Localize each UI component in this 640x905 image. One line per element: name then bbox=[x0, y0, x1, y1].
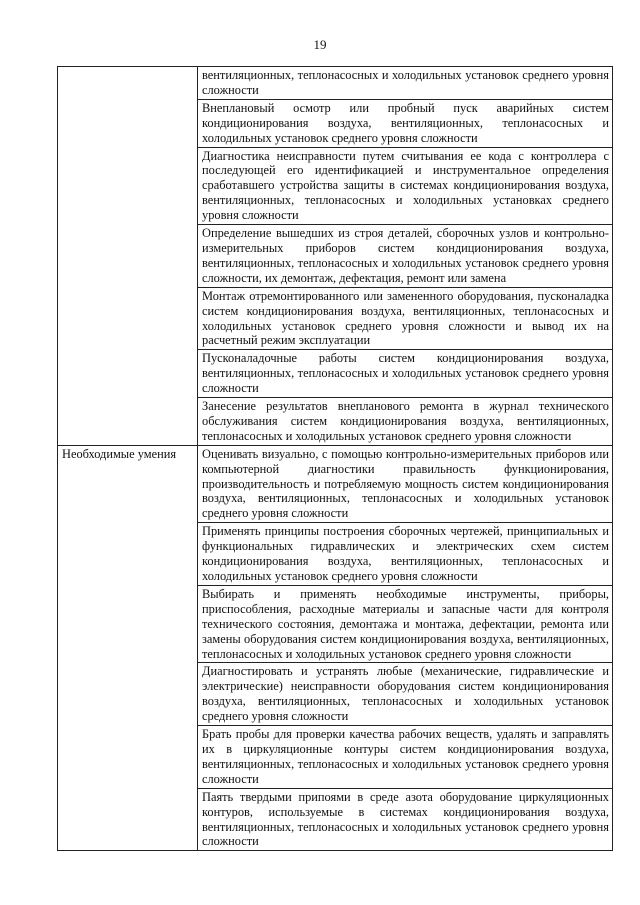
table-row bbox=[58, 67, 613, 100]
table-cell bbox=[198, 147, 613, 225]
cell-text: вентиляционных, теплонасосных и холодильных установок среднего уровня сложности bbox=[202, 68, 609, 97]
table-cell bbox=[198, 585, 613, 663]
table-cell bbox=[198, 663, 613, 726]
cell-text: Пусконаладочные работы систем кондиционирования воздуха, вентиляционных, теплонасосных и холодильных установок среднего уровня сложности bbox=[202, 351, 609, 396]
cell-text: Внеплановый осмотр или пробный пуск аварийных систем кондиционирования воздуха, вентиляционных, теплонасосных и холодильных установок среднего уровня сложности bbox=[202, 100, 609, 145]
table-cell bbox=[198, 445, 613, 523]
table-cell bbox=[198, 350, 613, 398]
cell-text: Определение вышедших из строя деталей, сборочных узлов и контрольно-измерительных приборов систем кондиционирования воздуха, вентиляционных, теплонасосных и холодильных установок среднего уровня сложности, их демонтаж, дефектация, ремонт или замена bbox=[202, 226, 609, 285]
cell-text: Занесение результатов внепланового ремонта в журнал технического обслуживания систем кондиционирования воздуха, вентиляционных, теплонасосных и холодильных установок среднего уровня сложности bbox=[202, 399, 609, 443]
table-cell bbox=[198, 225, 613, 288]
table-cell bbox=[198, 788, 613, 851]
cell-text: Выбирать и применять необходимые инструменты, приборы, приспособления, расходные материалы и запасные части для контроля технического состояния, демонтажа и монтажа, дефектации, ремонта или замены оборудования систем кондиционирования воздуха, вентиляционных, теплонасосных и холодильных установок среднего уровня сложности bbox=[202, 586, 609, 661]
table-cell bbox=[198, 99, 613, 147]
page-number: 19 bbox=[313, 37, 327, 52]
cell-text: Брать пробы для проверки качества рабочих веществ, удалять и заправлять их в циркуляционные контуры систем кондиционирования воздуха, вентиляционных, теплонасосных и холодильных установок среднего уровня сложности bbox=[202, 727, 609, 786]
cell-text: Оценивать визуально, с помощью контрольно-измерительных приборов или компьютерной диагностики правильность функционирования, производительность и потребляемую мощность систем кондиционирования воздуха, вентиляционных, теплонасосных и холодильных установок среднего уровня сложности bbox=[202, 446, 609, 521]
table-cell bbox=[198, 523, 613, 586]
cell-text: Диагностика неисправности путем считывания ее кода с контроллера с последующей его идентификацией и инструментальное определения сработавшего устройства защиты в системах кондиционирования воздуха, вентиляционных, теплонасосных и холодильных установках среднего уровня сложности bbox=[202, 148, 609, 223]
cell-text: Применять принципы построения сборочных чертежей, принципиальных и функциональных гидравлических и электрических схем систем кондиционирования воздуха, вентиляционных, теплонасосных и холодильных установок среднего уровня сложности bbox=[202, 524, 609, 583]
table-cell bbox=[198, 67, 613, 100]
table-cell bbox=[198, 287, 613, 350]
competency-table bbox=[57, 66, 613, 851]
table-cell bbox=[198, 398, 613, 446]
cell-text: Диагностировать и устранять любые (механические, гидравлические и электрические) неисправности оборудования систем кондиционирования воздуха, вентиляционных, теплонасосных и холодильных установок среднего уровня сложности bbox=[202, 664, 609, 724]
table-row bbox=[58, 445, 613, 523]
cell-text: Паять твердыми припоями в среде азота оборудование циркуляционных контуров, используемые в системах кондиционирования воздуха, вентиляционных, теплонасосных и холодильных установок среднего уровня сложности bbox=[202, 789, 609, 849]
table-cell bbox=[198, 726, 613, 789]
row-label bbox=[58, 67, 198, 446]
row-label: Необходимые умения bbox=[58, 445, 198, 851]
cell-text: Монтаж отремонтированного или замененного оборудования, пусконаладка систем кондиционирования воздуха, вентиляционных, теплонасосных и холодильных установок среднего уровня сложности и вывод их на расчетный режим эксплуатации bbox=[202, 288, 609, 348]
